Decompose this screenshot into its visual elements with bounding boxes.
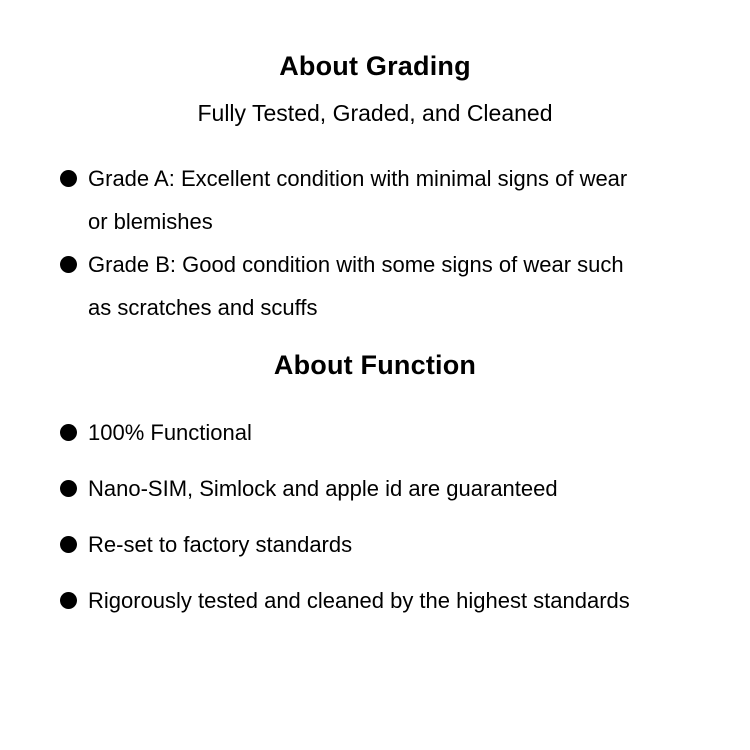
list-item: [60, 243, 750, 329]
bullet-icon: [60, 592, 77, 609]
list-item: [60, 523, 750, 566]
list-item: [60, 579, 750, 622]
function-list: [60, 411, 750, 622]
bullet-icon: [60, 480, 77, 497]
list-item: [60, 157, 750, 243]
list-item-text: Grade A: Excellent condition with minimal signs of wear or blemishes: [88, 166, 628, 234]
list-item-text: Re-set to factory standards: [88, 532, 353, 557]
grading-subtitle: Fully Tested, Graded, and Cleaned: [197, 100, 553, 126]
list-item: [60, 411, 750, 454]
list-item-text: Nano-SIM, Simlock and apple id are guaranteed: [88, 476, 558, 501]
grading-list: [60, 157, 750, 329]
grading-section-title: About Grading: [279, 51, 471, 81]
bullet-icon: [60, 170, 77, 187]
function-section-title: About Function: [273, 350, 477, 380]
list-item-text: 100% Functional: [88, 420, 252, 445]
bullet-icon: [60, 424, 77, 441]
list-item-text: Rigorously tested and cleaned by the highest standards: [88, 588, 630, 613]
list-item-text: Grade B: Good condition with some signs of wear such as scratches and scuffs: [88, 252, 624, 320]
bullet-icon: [60, 536, 77, 553]
list-item: [60, 467, 750, 510]
bullet-icon: [60, 256, 77, 273]
